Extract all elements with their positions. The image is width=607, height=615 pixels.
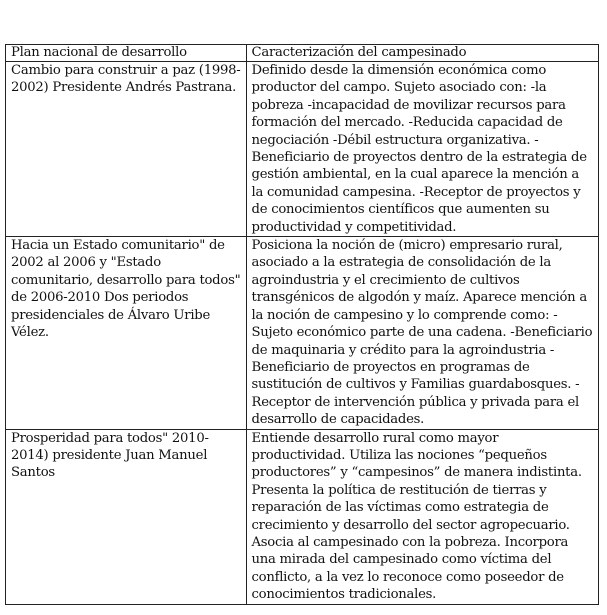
table-row [6,62,599,237]
caracterizacion-cell: Posiciona la noción de (micro) empresario rural, asociado a la estrategia de consolidación de la agroindustria y el crecimiento de cultivos transgénicos de algodón y maíz. Aparece mención a la noción de campesino y lo comprende como: -Sujeto económico parte de una cadena. -Beneficiario de maquinaria y crédito para la agroindustria -Beneficiario de proyectos en programas de sustitución de cultivos y Familias guardabosques. -Receptor de intervención pública y privada para el desarrollo de capacidades. [246,237,598,429]
table-row [6,237,599,429]
header-caracterizacion: Caracterización del campesinado [246,45,598,62]
plan-cell: Cambio para construir a paz (1998-2002) Presidente Andrés Pastrana. [6,62,247,237]
caracterizacion-cell: Definido desde la dimensión económica como productor del campo. Sujeto asociado con: -la pobreza -incapacidad de movilizar recursos para formación del mercado. -Reducida capacidad de negociación -Débil estructura organizativa. -Beneficiario de proyectos dentro de la estrategia de gestión ambiental, en la cual aparece la mención a la comunidad campesina. -Receptor de proyectos y de conocimientos científicos que aumenten su productividad y competitividad. [246,62,598,237]
plan-cell: Prosperidad para todos" 2010-2014) presidente Juan Manuel Santos [6,429,247,604]
plan-cell: Hacia un Estado comunitario" de 2002 al 2006 y "Estado comunitario, desarrollo para todos" de 2006-2010 Dos periodos presidenciales de Álvaro Uribe Vélez. [6,237,247,429]
header-row [6,45,599,62]
caracterizacion-cell: Entiende desarrollo rural como mayor productividad. Utiliza las nociones “pequeños productores” y “campesinos” de manera indistinta. Presenta la política de restitución de tierras y reparación de las víctimas como estrategia de crecimiento y desarrollo del sector agropecuario. Asocia al campesinado con la pobreza. Incorpora una mirada del campesinado como víctima del conflicto, a la vez lo reconoce como poseedor de conocimientos tradicionales. [246,429,598,604]
development-plans-table [5,44,599,605]
table-row [6,429,599,604]
header-plan: Plan nacional de desarrollo [6,45,247,62]
